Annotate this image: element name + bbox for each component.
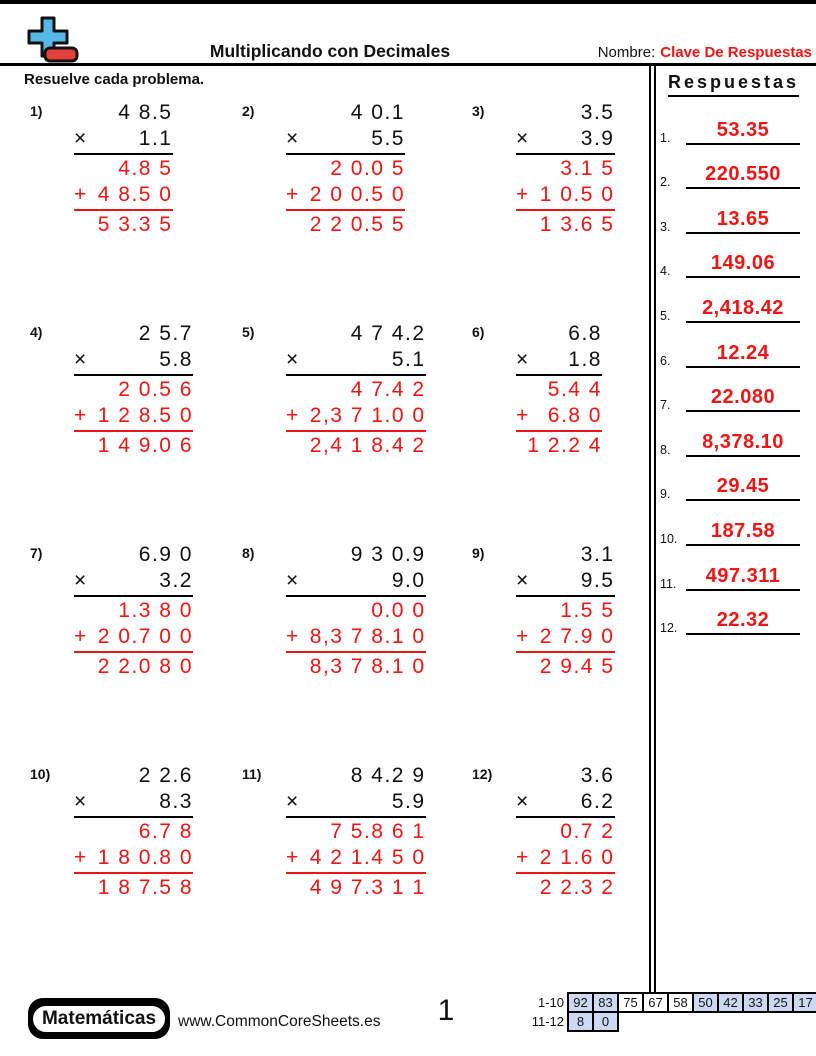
partial-product-2-row	[286, 182, 405, 211]
times-icon: ×	[286, 790, 300, 813]
problem-work	[286, 321, 426, 459]
partial-product-2: 4 8.5 0	[97, 183, 173, 206]
multiplicand: 9 3 0.9	[350, 543, 426, 566]
name-value: Clave De Respuestas	[660, 44, 812, 61]
product: 8,3 7 8.1 0	[309, 655, 426, 678]
multiplier: 5.9	[391, 790, 426, 813]
plus-icon: +	[74, 625, 88, 648]
problems-grid	[30, 100, 645, 984]
times-icon: ×	[74, 348, 88, 371]
score-row-label: 1-10	[537, 995, 564, 1010]
answer-item	[660, 192, 812, 237]
answer-line	[686, 153, 800, 189]
multiplicand: 3.1	[580, 543, 615, 566]
score-cell: 0	[592, 1011, 619, 1032]
partial-product-2-row	[286, 403, 426, 432]
partial-product-2-row	[516, 845, 615, 874]
problem-work	[286, 542, 426, 680]
multiplicand: 3.6	[580, 764, 615, 787]
problem-number: 8)	[242, 545, 255, 561]
answer-number: 5.	[660, 308, 671, 323]
partial-product-2: 2 1.6 0	[539, 846, 615, 869]
answer-line	[686, 421, 800, 457]
answer-line	[686, 376, 800, 412]
problem	[242, 321, 472, 542]
score-cell: 33	[742, 992, 769, 1013]
answer-number: 4.	[660, 264, 671, 279]
top-border	[0, 0, 816, 4]
multiplier: 5.5	[371, 127, 405, 150]
partial-product-2: 2 7.9 0	[539, 625, 615, 648]
score-cell: 50	[692, 992, 719, 1013]
answer-line	[686, 109, 800, 145]
name-block	[598, 44, 812, 61]
problem	[472, 542, 645, 763]
problem-number: 4)	[30, 324, 43, 340]
answer-line	[686, 510, 800, 546]
partial-product-1: 2 0.0 5	[330, 157, 405, 180]
partial-product-1: 2 0.5 6	[118, 378, 193, 401]
score-cell: 58	[667, 992, 694, 1013]
problem-number: 3)	[472, 103, 485, 119]
problem-work	[286, 763, 426, 901]
multiplier: 8.3	[159, 790, 193, 813]
product: 5 3.3 5	[97, 213, 173, 236]
answer-item	[660, 594, 812, 639]
answer-item	[660, 460, 812, 505]
multiplier: 1.1	[138, 127, 173, 150]
answer-line	[686, 287, 800, 323]
multiplicand: 6.8	[568, 322, 602, 345]
multiplier-row	[516, 347, 602, 376]
partial-product-2: 1 8 0.8 0	[97, 846, 193, 869]
partial-product-2-row	[74, 845, 193, 874]
score-row-label: 11-12	[531, 1014, 564, 1029]
answer-number: 10.	[660, 531, 678, 546]
answer-value: 13.65	[716, 207, 770, 230]
product: 2 2.3 2	[539, 876, 615, 899]
multiplier-row	[286, 126, 405, 155]
problem-work	[516, 321, 602, 459]
partial-product-1: 1.5 5	[560, 599, 615, 622]
multiplicand: 4 7 4.2	[350, 322, 426, 345]
times-icon: ×	[74, 569, 88, 592]
times-icon: ×	[286, 569, 300, 592]
partial-product-1: 0.0 0	[371, 599, 426, 622]
problem-number: 1)	[30, 103, 43, 119]
partial-product-2-row	[74, 403, 193, 432]
problem	[242, 542, 472, 763]
multiplier: 3.9	[580, 127, 615, 150]
partial-product-2: 4 2 1.4 5 0	[309, 846, 426, 869]
answer-line	[686, 465, 800, 501]
answer-number: 8.	[660, 442, 671, 457]
answer-line	[686, 599, 800, 635]
problem	[30, 763, 242, 984]
multiplicand: 6.9 0	[138, 543, 193, 566]
plus-icon: +	[286, 625, 300, 648]
problem-number: 10)	[30, 766, 51, 782]
multiplier: 5.1	[391, 348, 426, 371]
problem-work	[74, 542, 193, 680]
plus-icon: +	[286, 846, 300, 869]
partial-product-1: 3.1 5	[560, 157, 615, 180]
score-cell: 83	[592, 992, 619, 1013]
brand-badge	[28, 998, 170, 1039]
name-label: Nombre:	[597, 44, 656, 61]
problem	[30, 100, 242, 321]
partial-product-2-row	[516, 182, 615, 211]
multiplicand: 2 2.6	[138, 764, 193, 787]
partial-product-2: 1 0.5 0	[539, 183, 615, 206]
answer-item	[660, 504, 812, 549]
multiplicand: 8 4.2 9	[350, 764, 426, 787]
answers-title: Respuestas	[668, 72, 799, 97]
multiplier-row	[286, 789, 426, 818]
partial-product-1: 0.7 2	[560, 820, 615, 843]
answer-number: 1.	[660, 130, 671, 145]
partial-product-2: 2,3 7 1.0 0	[309, 404, 426, 427]
answer-value: 12.24	[716, 341, 770, 364]
answer-value: 2,418.42	[702, 296, 784, 319]
website-text: www.CommonCoreSheets.es	[178, 1013, 381, 1030]
answer-item	[660, 148, 812, 193]
answer-value: 8,378.10	[702, 430, 784, 453]
problem	[242, 763, 472, 984]
answer-line	[686, 242, 800, 278]
score-row	[516, 1011, 816, 1032]
plus-icon: +	[516, 183, 530, 206]
answer-item	[660, 549, 812, 594]
partial-product-2-row	[286, 845, 426, 874]
header-divider	[0, 63, 816, 66]
answer-item	[660, 371, 812, 416]
plus-icon: +	[74, 846, 88, 869]
times-icon: ×	[286, 348, 300, 371]
problem-work	[74, 763, 193, 901]
plus-icon: +	[286, 404, 300, 427]
answer-item	[660, 326, 812, 371]
problem-number: 11)	[242, 766, 262, 782]
answer-number: 7.	[660, 398, 671, 413]
multiplier: 1.8	[568, 348, 602, 371]
plus-icon: +	[516, 625, 530, 648]
score-row	[516, 992, 816, 1013]
problem	[30, 542, 242, 763]
problem-number: 5)	[242, 324, 255, 340]
multiplicand: 4 0.1	[350, 101, 405, 124]
product: 2 9.4 5	[539, 655, 615, 678]
problem-number: 12)	[472, 766, 493, 782]
multiplicand: 2 5.7	[138, 322, 193, 345]
answer-line	[686, 198, 800, 234]
partial-product-2-row	[286, 624, 426, 653]
answer-value: 187.58	[710, 519, 776, 542]
problem-work	[516, 763, 615, 901]
problem-work	[516, 100, 615, 238]
product: 1 4 9.0 6	[97, 434, 193, 457]
answer-item	[660, 103, 812, 148]
page-number: 1	[437, 994, 455, 1027]
multiplier: 9.0	[391, 569, 426, 592]
answer-value: 22.32	[716, 609, 770, 632]
score-cell: 42	[717, 992, 744, 1013]
answer-value: 29.45	[716, 475, 770, 498]
partial-product-1: 6.7 8	[138, 820, 193, 843]
answer-item	[660, 237, 812, 282]
product: 4 9 7.3 1 1	[309, 876, 426, 899]
instruction-text: Resuelve cada problema.	[24, 71, 205, 88]
partial-product-2: 2 0.7 0 0	[97, 625, 193, 648]
problem-work	[74, 100, 173, 238]
partial-product-2: 1 2 8.5 0	[97, 404, 193, 427]
answer-number: 3.	[660, 219, 671, 234]
partial-product-2: 2 0 0.5 0	[309, 183, 405, 206]
score-cell: 17	[792, 992, 816, 1013]
partial-product-2-row	[516, 403, 602, 432]
answer-value: 53.35	[716, 118, 770, 141]
multiplier-row	[74, 568, 193, 597]
answer-value: 220.550	[705, 163, 781, 186]
brand-logo	[20, 15, 80, 65]
plus-icon: +	[74, 404, 88, 427]
times-icon: ×	[516, 348, 530, 371]
times-icon: ×	[286, 127, 300, 150]
plus-icon: +	[516, 846, 530, 869]
multiplicand: 3.5	[580, 101, 615, 124]
problem-number: 7)	[30, 545, 43, 561]
problem-number: 9)	[472, 545, 485, 561]
answer-line	[686, 332, 800, 368]
product: 1 3.6 5	[539, 213, 615, 236]
partial-product-2-row	[516, 624, 615, 653]
multiplier: 9.5	[580, 569, 615, 592]
problem-work	[74, 321, 193, 459]
multiplier-row	[516, 568, 615, 597]
answer-item	[660, 415, 812, 460]
times-icon: ×	[74, 127, 88, 150]
times-icon: ×	[516, 790, 530, 813]
problem	[472, 321, 645, 542]
answers-list	[660, 103, 812, 638]
score-cell: 92	[567, 992, 594, 1013]
partial-product-1: 5.4 4	[547, 378, 602, 401]
answers-panel	[660, 72, 812, 638]
score-cell: 8	[567, 1011, 594, 1032]
partial-product-2: 8,3 7 8.1 0	[309, 625, 426, 648]
plus-icon: +	[74, 183, 88, 206]
product: 1 8 7.5 8	[97, 876, 193, 899]
partial-product-2-row	[74, 624, 193, 653]
multiplier-row	[286, 568, 426, 597]
answers-divider	[649, 66, 656, 995]
answer-number: 6.	[660, 353, 671, 368]
problem	[242, 100, 472, 321]
multiplier-row	[516, 126, 615, 155]
worksheet-title: Multiplicando con Decimales	[209, 41, 451, 61]
plus-icon: +	[516, 404, 530, 427]
problem	[472, 100, 645, 321]
multiplier: 6.2	[580, 790, 615, 813]
answer-value: 497.311	[705, 564, 781, 587]
answer-number: 12.	[660, 621, 678, 636]
times-icon: ×	[516, 127, 530, 150]
partial-product-1: 7 5.8 6 1	[330, 820, 426, 843]
answer-number: 9.	[660, 487, 671, 502]
product: 2 2 0.5 5	[309, 213, 405, 236]
multiplicand: 4 8.5	[118, 101, 173, 124]
score-cell: 25	[767, 992, 794, 1013]
product: 2,4 1 8.4 2	[309, 434, 426, 457]
multiplier-row	[516, 789, 615, 818]
partial-product-1: 4 7.4 2	[350, 378, 426, 401]
score-cell: 67	[642, 992, 669, 1013]
multiplier: 3.2	[159, 569, 193, 592]
problem-number: 6)	[472, 324, 485, 340]
answer-line	[686, 555, 800, 591]
answer-number: 11.	[660, 576, 677, 591]
problem	[30, 321, 242, 542]
partial-product-1: 4.8 5	[118, 157, 173, 180]
times-icon: ×	[516, 569, 530, 592]
multiplier-row	[74, 126, 173, 155]
multiplier-row	[74, 789, 193, 818]
partial-product-2: 6.8 0	[547, 404, 602, 427]
brand-name: Matemáticas	[31, 1004, 167, 1034]
partial-product-2-row	[74, 182, 173, 211]
score-cell: 75	[617, 992, 644, 1013]
score-table	[516, 992, 816, 1032]
multiplier-row	[74, 347, 193, 376]
problem-work	[286, 100, 405, 238]
problem-work	[516, 542, 615, 680]
problem	[472, 763, 645, 984]
answer-value: 149.06	[710, 252, 776, 275]
problem-number: 2)	[242, 103, 255, 119]
answer-item	[660, 281, 812, 326]
plus-icon: +	[286, 183, 300, 206]
partial-product-1: 1.3 8 0	[118, 599, 193, 622]
product: 1 2.2 4	[527, 434, 602, 457]
multiplier-row	[286, 347, 426, 376]
minus-icon	[45, 48, 77, 61]
times-icon: ×	[74, 790, 88, 813]
answer-number: 2.	[660, 175, 671, 190]
multiplier: 5.8	[159, 348, 193, 371]
product: 2 2.0 8 0	[97, 655, 193, 678]
answer-value: 22.080	[710, 386, 776, 409]
